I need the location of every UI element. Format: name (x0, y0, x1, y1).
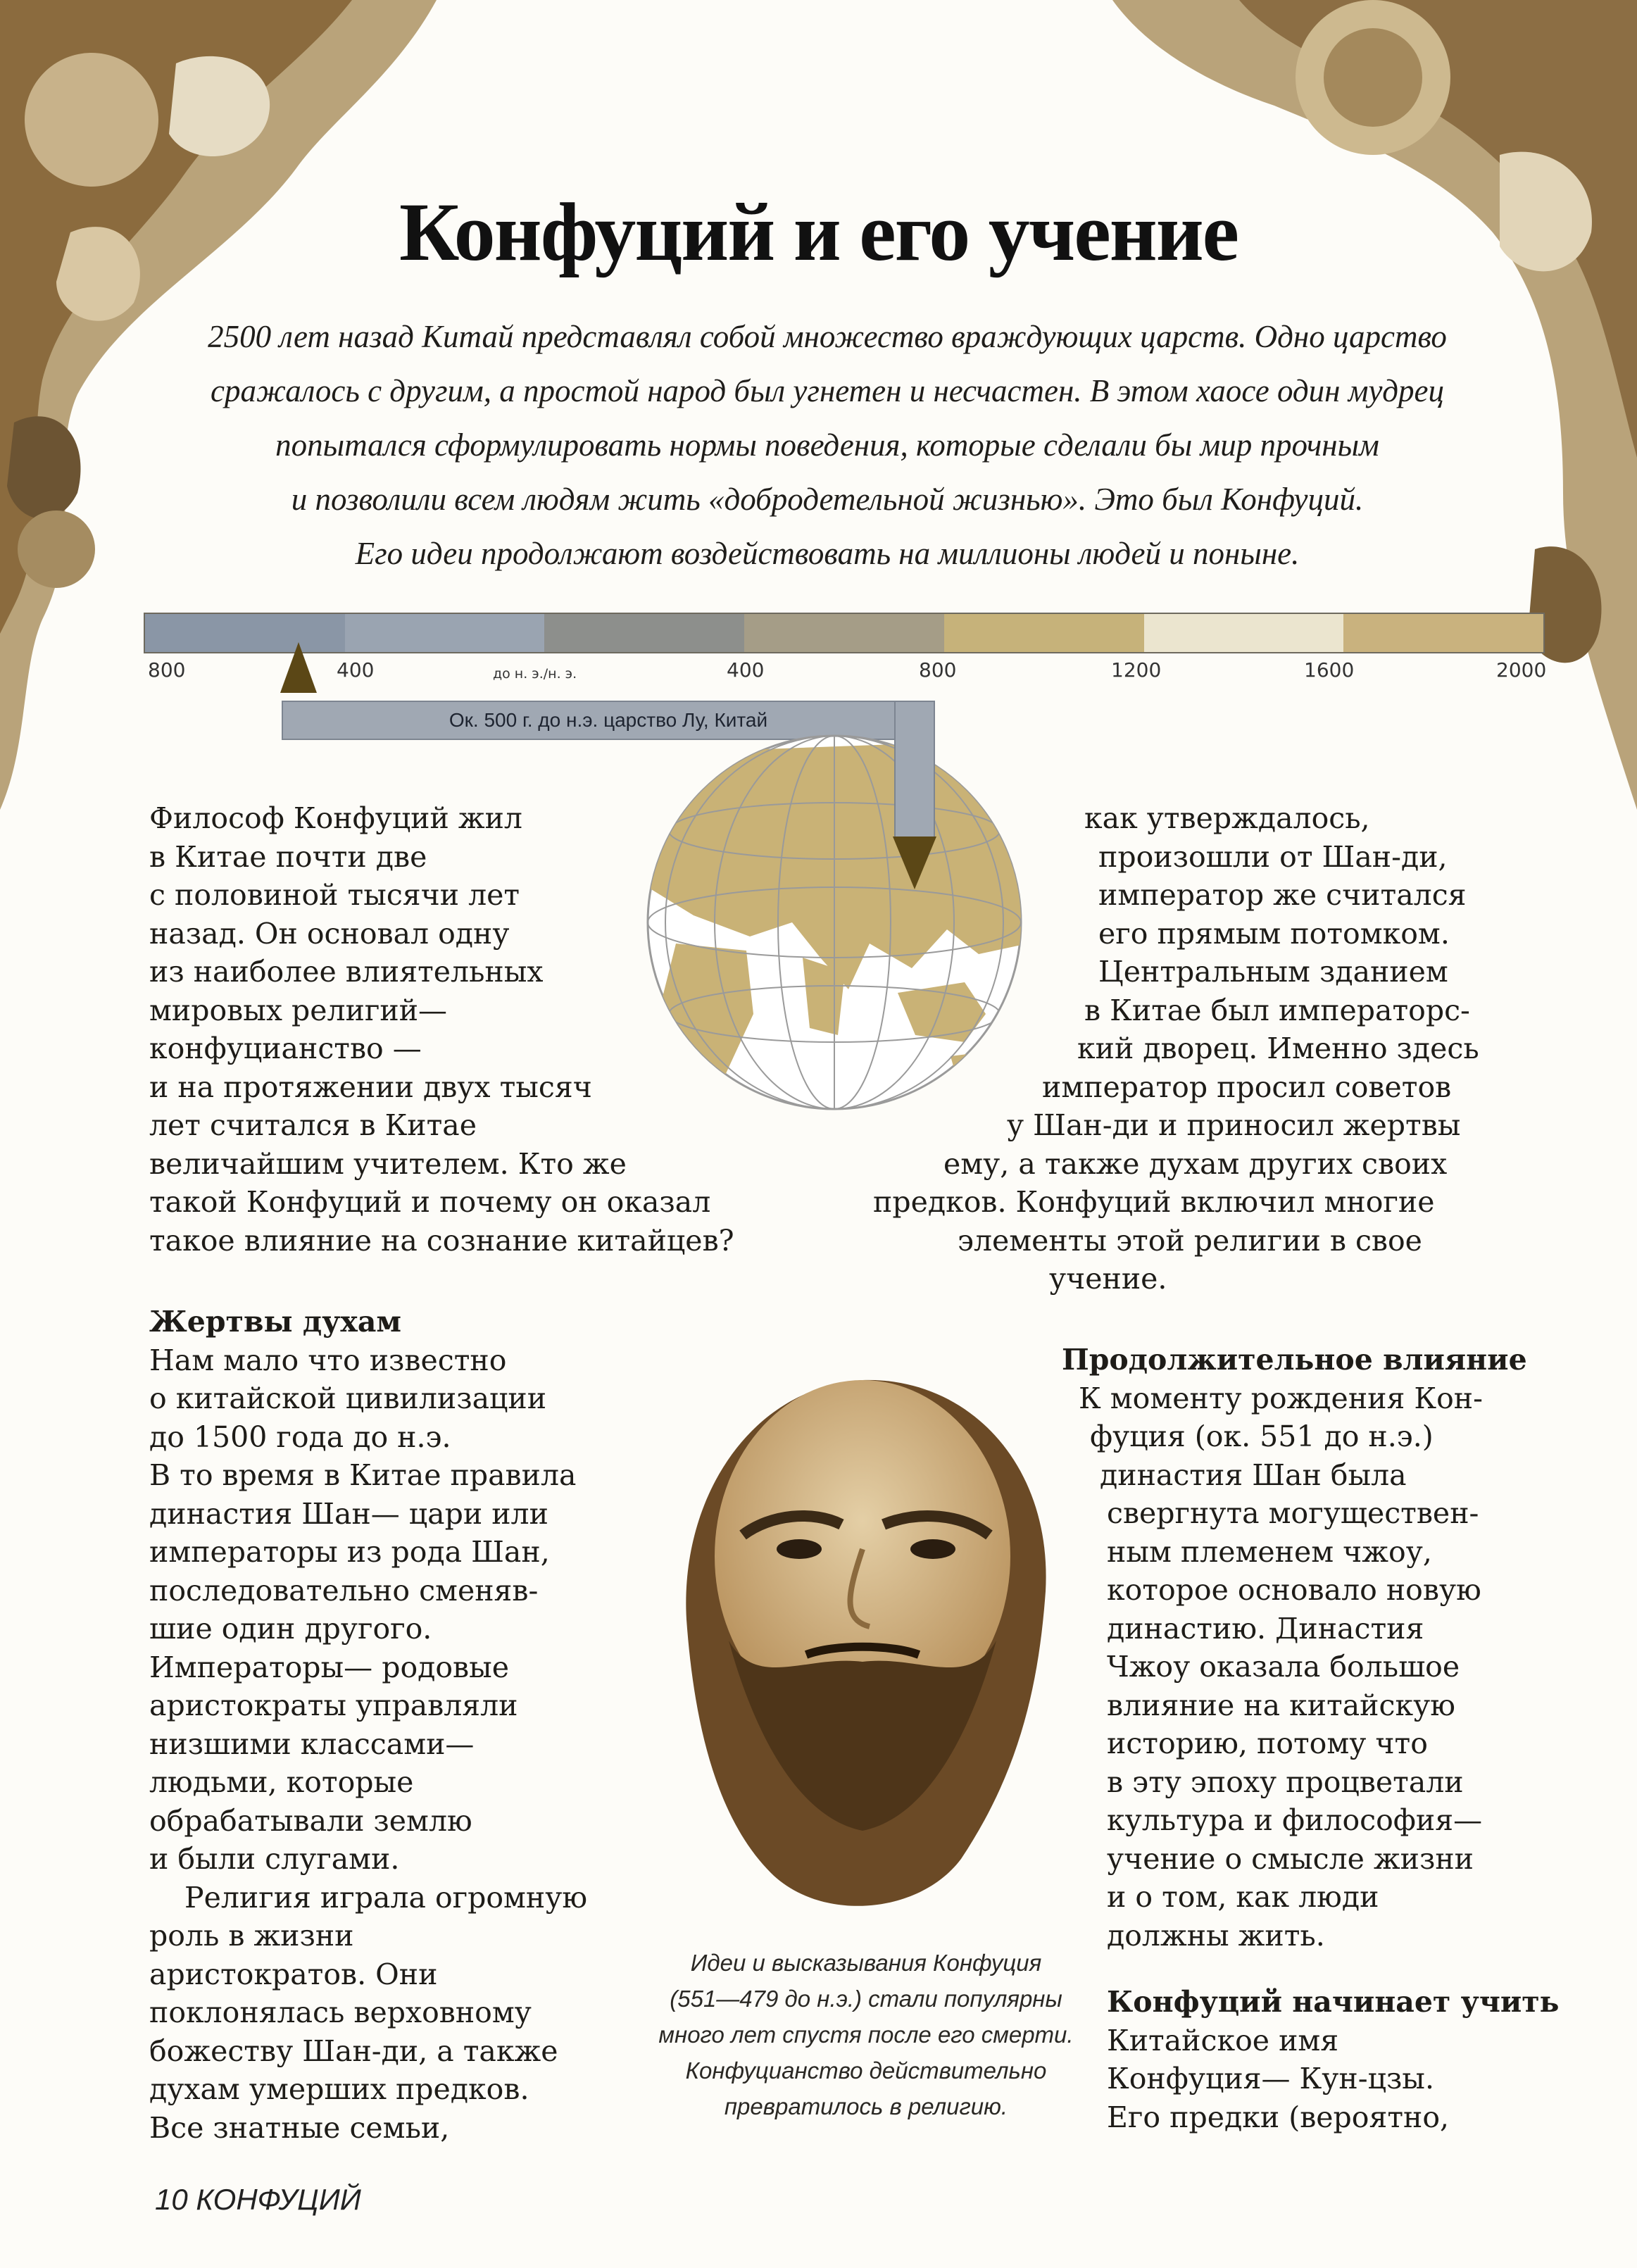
timeline-tick: 800 (919, 658, 957, 682)
text-line: божеству Шан-ди, а также (149, 2034, 558, 2068)
text-line: историю, потому что (1107, 1727, 1428, 1760)
timeline-segment (1343, 614, 1543, 652)
text-line: Религия играла огромную (184, 1880, 588, 1915)
intro-line: попытался сформулировать нормы поведения, которые сделали бы мир прочным (275, 427, 1379, 463)
text-line: ным племенем чжоу, (1107, 1534, 1432, 1569)
text-line: учение о смысле жизни (1107, 1841, 1474, 1876)
intro-line: Его идеи продолжают воздействовать на миллионы людей и поныне. (355, 536, 1300, 571)
text-line: Его предки (вероятно, (1107, 2100, 1450, 2134)
text-line: Все знатные семьи, (149, 2110, 450, 2145)
text-line: Философ Конфуций жил (149, 801, 522, 835)
text-line: императоры из рода Шан, (149, 1535, 550, 1569)
confucius-portrait (637, 1324, 1095, 1929)
timeline-segment (544, 614, 744, 652)
page-footer: 10 КОНФУЦИЙ (155, 2183, 361, 2216)
text-line: и были слугами. (149, 1842, 400, 1876)
text-line: шие один другого. (149, 1612, 432, 1646)
text-line: величайшим учителем. Кто же (149, 1146, 627, 1181)
text-line: мировых религий— (149, 993, 448, 1027)
timeline-segment (345, 614, 545, 652)
left-intro-column (149, 799, 734, 1260)
timeline-tick: 800 (148, 658, 186, 682)
text-line: у Шан-ди и приносил жертвы (1007, 1108, 1461, 1142)
text-line: кий дворец. Именно здесь (1077, 1032, 1479, 1065)
text-line: которое основало новую (1107, 1573, 1481, 1607)
text-line: и на протяжении двух тысяч (149, 1070, 592, 1104)
text-line: Центральным зданием (1098, 955, 1448, 989)
text-line: в Китае почти две (149, 839, 427, 874)
text-line: о китайской цивилизации (149, 1382, 547, 1415)
right-body-column (1062, 1341, 1560, 2136)
text-line: аристократы управляли (149, 1689, 518, 1722)
text-line: в Китае был императорс- (1084, 993, 1470, 1027)
text-line: должны жить. (1107, 1918, 1325, 1953)
text-line: учение. (1049, 1262, 1167, 1296)
intro-line: сражалось с другим, а простой народ был угнетен и несчастен. В этом хаосе один мудрец (210, 373, 1445, 408)
timeline-tick: 1200 (1111, 658, 1162, 682)
left-body-column (149, 1303, 587, 2147)
text-line: как утверждалось, (1084, 801, 1370, 835)
timeline-tick: до н. э./н. э. (493, 666, 577, 682)
text-line: Китайское имя (1107, 2023, 1339, 2057)
text-line: культура и философия— (1107, 1803, 1483, 1837)
timeline-segment (944, 614, 1144, 652)
text-line: династия Шан— цари или (149, 1496, 548, 1531)
caption-line: Конфуцианство действительно (685, 2057, 1047, 2084)
intro-line: и позволили всем людям жить «добродетельной жизнью». Это был Конфуций. (291, 482, 1364, 517)
text-line: людьми, которые (149, 1765, 414, 1799)
text-line: в эту эпоху процветали (1107, 1765, 1464, 1799)
text-line: произошли от Шан-ди, (1098, 839, 1448, 874)
section-heading: Конфуций начинает учить (1107, 1985, 1560, 2019)
text-line: ему, а также духам других своих (943, 1146, 1448, 1181)
caption-line: много лет спустя после его смерти. (658, 2022, 1074, 2048)
text-line: В то время в Китае правила (149, 1458, 577, 1492)
timeline-tick: 400 (727, 658, 765, 682)
text-line: такой Конфуций и почему он оказал (149, 1185, 711, 1219)
intro-line: 2500 лет назад Китай представлял собой множество враждующих царств. Одно царство (208, 319, 1447, 354)
text-line: лет считался в Китае (149, 1108, 477, 1142)
timeline-tick: 400 (337, 658, 375, 682)
text-line: с половиной тысячи лет (149, 878, 520, 912)
text-line: Императоры— родовые (149, 1650, 510, 1684)
intro-paragraph (162, 310, 1493, 581)
text-line: династию. Династия (1107, 1611, 1424, 1646)
timeline-segment (1144, 614, 1344, 652)
text-line: влияние на китайскую (1107, 1688, 1455, 1722)
text-line: роль в жизни (149, 1919, 354, 1953)
text-line: император же считался (1098, 878, 1467, 912)
timeline-caption: Ок. 500 г. до н.э. царство Лу, Китай (282, 701, 935, 740)
page-title: Конфуций и его учение (399, 186, 1238, 278)
text-line: до 1500 года до н.э. (149, 1420, 451, 1454)
text-line: обрабатывали землю (149, 1803, 472, 1838)
text-line: из наиболее влиятельных (149, 955, 544, 989)
text-line: элементы этой религии в свое (958, 1223, 1422, 1258)
caption-line: превратилось в религию. (724, 2093, 1008, 2119)
timeline-segment (744, 614, 944, 652)
right-intro-column (873, 799, 1521, 1298)
portrait-caption (620, 1945, 1112, 2124)
section-heading: Продолжительное влияние (1062, 1343, 1527, 1377)
timeline-tick: 2000 (1496, 658, 1547, 682)
text-line: свергнута могуществен- (1107, 1496, 1479, 1530)
section-heading: Жертвы духам (149, 1305, 402, 1339)
timeline-tick: 1600 (1304, 658, 1355, 682)
text-line: предков. Конфуций включил многие (873, 1185, 1435, 1219)
timeline-marker-icon (280, 642, 317, 693)
text-line: династия Шан была (1100, 1458, 1407, 1492)
text-line: Чжоу оказала большое (1107, 1650, 1460, 1684)
timeline-bar (144, 613, 1545, 653)
text-line: духам умерших предков. (149, 2072, 529, 2106)
text-line: конфуцианство — (149, 1032, 422, 1065)
text-line: его прямым потомком. (1098, 916, 1450, 951)
text-line: низшими классами— (149, 1727, 475, 1761)
text-line: К моменту рождения Кон- (1079, 1381, 1483, 1415)
text-line: назад. Он основал одну (149, 916, 510, 951)
text-line: поклонялась верховному (149, 1996, 532, 2029)
caption-line: (551—479 до н.э.) стали популярны (670, 1986, 1062, 2012)
caption-line: Идеи и высказывания Конфуция (690, 1950, 1042, 1976)
text-line: аристократов. Они (149, 1957, 438, 1991)
text-line: последовательно сменяв- (149, 1573, 539, 1608)
text-line: фуция (ок. 551 до н.э.) (1090, 1420, 1434, 1453)
text-line: Конфуция— Кун-цзы. (1107, 2062, 1434, 2095)
text-line: Нам мало что известно (149, 1343, 507, 1377)
text-line: император просил советов (1042, 1070, 1452, 1104)
text-line: и о том, как люди (1107, 1880, 1379, 1914)
text-line: такое влияние на сознание китайцев? (149, 1223, 734, 1258)
